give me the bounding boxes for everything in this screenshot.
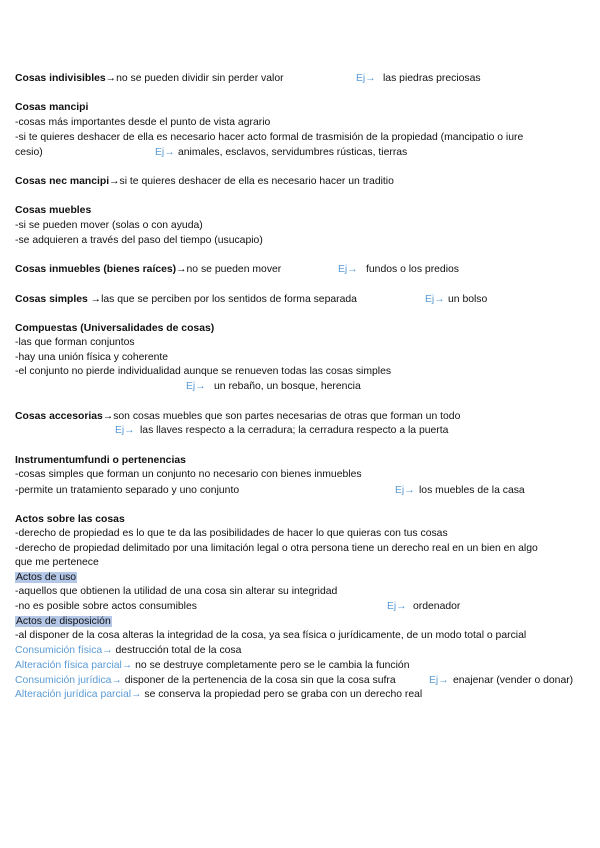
compuestas-line-3: -el conjunto no pierde individualidad aunque se renueven todas las cosas simples bbox=[15, 366, 392, 377]
indivisibles-example: las piedras preciosas bbox=[383, 73, 481, 84]
actos-disp-heading: Actos de disposición bbox=[16, 616, 111, 627]
compuestas-line-1: -las que forman conjuntos bbox=[15, 337, 135, 348]
consumicion-juridica-text: disponer de la pertenencia de la cosa sin que la cosa sufra bbox=[121, 675, 396, 686]
accesorias-desc: →son cosas muebles que son partes necesarias de otras que forman un todo bbox=[102, 411, 461, 422]
muebles-line-1: -si se pueden mover (solas o con ayuda) bbox=[15, 220, 203, 231]
alteracion-fisica-label: Alteración física parcial→ bbox=[15, 660, 133, 671]
muebles-line-2: -se adquieren a través del paso del tiempo (usucapio) bbox=[15, 235, 263, 246]
simples-ej: Ej→ bbox=[425, 294, 445, 305]
pertenencias-example: los muebles de la casa bbox=[419, 485, 525, 496]
pertenencias-line-2: -permite un tratamiento separado y uno conjunto bbox=[15, 485, 240, 496]
alteracion-juridica-label: Alteración jurídica parcial→ bbox=[15, 689, 142, 700]
indivisibles-title: Cosas indivisibles bbox=[15, 73, 106, 84]
simples-line bbox=[15, 293, 357, 306]
actos-line-1: -derecho de propiedad es lo que te da las posibilidades de hacer lo que quieras con tus cosas bbox=[15, 528, 448, 539]
indivisibles-desc: →no se pueden dividir sin perder valor bbox=[105, 73, 284, 84]
mancipi-line-1: -cosas más importantes desde el punto de vista agrario bbox=[15, 117, 271, 128]
actos-uso-line-1: -aquellos que obtienen la utilidad de una cosa sin alterar su integridad bbox=[15, 586, 338, 597]
actos-uso-example: ordenador bbox=[413, 601, 461, 612]
actos-disp-line-1: -al disponer de la cosa alteras la integridad de la cosa, ya sea física o jurídicamente, de un modo total o parcial bbox=[15, 630, 527, 641]
alteracion-juridica-line bbox=[15, 688, 422, 701]
accesorias-line bbox=[15, 410, 460, 423]
simples-desc: →las que se perciben por los sentidos de forma separada bbox=[90, 294, 357, 305]
inmuebles-title: Cosas inmuebles (bienes raíces) bbox=[15, 264, 177, 275]
actos-disp-heading-line bbox=[15, 615, 112, 628]
simples-example: un bolso bbox=[448, 294, 488, 305]
indivisibles-ej: Ej→ bbox=[356, 73, 376, 84]
mancipi-title: Cosas mancipi bbox=[15, 102, 89, 113]
compuestas-ej: Ej→ bbox=[186, 381, 206, 392]
consumicion-fisica-label: Consumición física→ bbox=[15, 645, 113, 656]
consumicion-fisica-line bbox=[15, 644, 241, 657]
inmuebles-ej: Ej→ bbox=[338, 264, 358, 275]
alteracion-fisica-line bbox=[15, 659, 409, 672]
consumicion-juridica-line bbox=[15, 674, 396, 687]
muebles-title: Cosas muebles bbox=[15, 205, 92, 216]
inmuebles-desc: →no se pueden mover bbox=[176, 264, 282, 275]
compuestas-example: un rebaño, un bosque, herencia bbox=[214, 381, 361, 392]
inmuebles-example: fundos o los predios bbox=[366, 264, 459, 275]
accesorias-example: las llaves respecto a la cerradura; la cerradura respecto a la puerta bbox=[140, 425, 449, 436]
indivisibles-line bbox=[15, 72, 284, 85]
alteracion-fisica-text: no se destruye completamente pero se le cambia la función bbox=[132, 660, 410, 671]
accesorias-title: Cosas accesorias bbox=[15, 411, 103, 422]
simples-title: Cosas simples bbox=[15, 294, 91, 305]
inmuebles-line bbox=[15, 263, 281, 276]
actos-uso-heading: Actos de uso bbox=[16, 572, 77, 583]
actos-title: Actos sobre las cosas bbox=[15, 514, 125, 525]
actos-uso-heading-line bbox=[15, 571, 77, 584]
mancipi-example: animales, esclavos, servidumbres rústicas, tierras bbox=[178, 147, 408, 158]
actos-uso-ej: Ej→ bbox=[387, 601, 407, 612]
mancipi-ej: Ej→ bbox=[155, 147, 175, 158]
compuestas-line-2: -hay una unión física y coherente bbox=[15, 352, 169, 363]
mancipi-line-2: -si te quieres deshacer de ella es necesario hacer acto formal de trasmisión de la propiedad (mancipatio o iure bbox=[15, 132, 524, 143]
consumicion-juridica-example: enajenar (vender o donar) bbox=[453, 675, 574, 686]
nec-mancipi-title: Cosas nec mancipi bbox=[15, 176, 110, 187]
actos-line-3: que me pertenece bbox=[15, 557, 99, 568]
actos-line-2: -derecho de propiedad delimitado por una limitación legal o otra persona tiene un derecho real en un bien en algo bbox=[15, 543, 538, 554]
mancipi-line-3: cesio) bbox=[15, 147, 43, 158]
pertenencias-ej: Ej→ bbox=[395, 485, 415, 496]
alteracion-juridica-text: se conserva la propiedad pero se graba con un derecho real bbox=[141, 689, 423, 700]
accesorias-ej: Ej→ bbox=[115, 425, 135, 436]
pertenencias-line-1: -cosas simples que forman un conjunto no necesario con bienes inmuebles bbox=[15, 469, 362, 480]
nec-mancipi-desc: →si te quieres deshacer de ella es necesario hacer un traditio bbox=[109, 176, 394, 187]
pertenencias-title: Instrumentumfundi o pertenencias bbox=[15, 455, 186, 466]
consumicion-fisica-text: destrucción total de la cosa bbox=[112, 645, 242, 656]
compuestas-title: Compuestas (Universalidades de cosas) bbox=[15, 323, 215, 334]
consumicion-juridica-ej: Ej→ bbox=[429, 675, 449, 686]
actos-uso-line-2: -no es posible sobre actos consumibles bbox=[15, 601, 197, 612]
consumicion-juridica-label: Consumición jurídica→ bbox=[15, 675, 122, 686]
nec-mancipi-line bbox=[15, 175, 394, 188]
